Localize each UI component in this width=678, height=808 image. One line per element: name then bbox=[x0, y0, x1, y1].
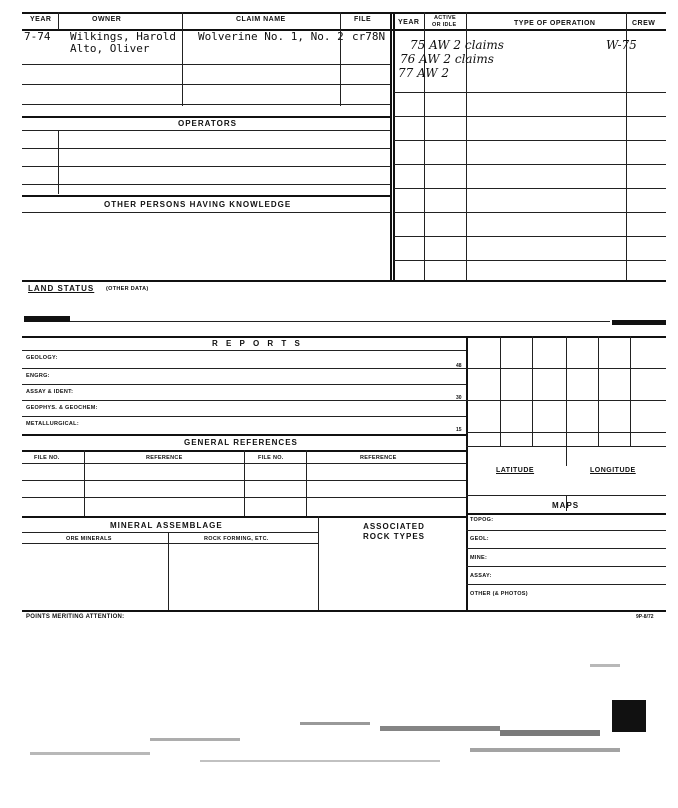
handwritten-line-2: 76 AW 2 claims bbox=[400, 52, 494, 66]
divider bbox=[244, 450, 245, 516]
scan-artifact-noise bbox=[200, 760, 440, 762]
main-divider bbox=[390, 12, 392, 280]
divider bbox=[182, 12, 183, 30]
report-row-geophys: GEOPHYS. & GEOCHEM: bbox=[26, 405, 98, 411]
rule bbox=[466, 368, 666, 369]
rule bbox=[22, 416, 466, 417]
rule bbox=[22, 350, 466, 351]
header-owner: OWNER bbox=[92, 16, 122, 23]
rule bbox=[466, 513, 666, 515]
divider bbox=[84, 450, 85, 516]
header-claim-name: CLAIM NAME bbox=[236, 16, 286, 23]
divider bbox=[532, 336, 533, 446]
divider bbox=[58, 130, 59, 194]
scan-artifact-noise bbox=[590, 664, 620, 667]
entry-file: cr78N bbox=[352, 30, 386, 43]
rule bbox=[22, 148, 390, 149]
divider bbox=[466, 336, 468, 610]
scan-artifact-noise bbox=[380, 726, 500, 731]
rule bbox=[22, 532, 318, 533]
entry-claim: Wolverine No. 1, No. 2 bbox=[198, 30, 344, 43]
maps-row-assay: ASSAY: bbox=[470, 573, 492, 579]
maps-row-topog: TOPOG: bbox=[470, 517, 494, 523]
rule bbox=[22, 543, 318, 544]
ink-blot bbox=[24, 316, 70, 322]
report-row-engrg: ENGRG: bbox=[26, 373, 50, 379]
scan-artifact-noise bbox=[30, 752, 150, 755]
rule bbox=[394, 116, 666, 117]
rule bbox=[22, 280, 666, 282]
divider bbox=[626, 12, 627, 280]
rule bbox=[22, 336, 666, 338]
scan-artifact-noise bbox=[470, 748, 620, 752]
rule bbox=[22, 116, 390, 118]
header-or-idle: OR IDLE bbox=[432, 22, 457, 28]
other-persons-title: OTHER PERSONS HAVING KNOWLEDGE bbox=[104, 200, 292, 209]
handwritten-crew: W-75 bbox=[606, 38, 637, 52]
rule bbox=[22, 166, 390, 167]
rule bbox=[22, 64, 390, 65]
rule bbox=[394, 188, 666, 189]
scan-artifact-block bbox=[612, 700, 646, 732]
latitude-label: LATITUDE bbox=[496, 467, 535, 474]
rule bbox=[22, 104, 390, 105]
header-year-2: YEAR bbox=[398, 19, 420, 26]
divider bbox=[500, 336, 501, 446]
rule bbox=[466, 446, 666, 447]
form-code: 9P-8/72 bbox=[636, 614, 654, 620]
grid-number-15: 15 bbox=[456, 427, 462, 433]
divider bbox=[630, 336, 631, 446]
mineral-col-ore: ORE MINERALS bbox=[66, 536, 112, 542]
divider bbox=[306, 450, 307, 516]
divider bbox=[340, 30, 341, 106]
header-file: FILE bbox=[354, 16, 372, 23]
report-row-metallurgical: METALLURGICAL: bbox=[26, 421, 79, 427]
rule bbox=[394, 140, 666, 141]
top-rule bbox=[22, 12, 666, 14]
land-status-title: LAND STATUS bbox=[28, 284, 95, 293]
ink-blot bbox=[612, 320, 666, 325]
divider bbox=[168, 532, 169, 610]
rule bbox=[466, 548, 666, 549]
rule bbox=[22, 434, 466, 436]
entry-owner-2: Alto, Oliver bbox=[70, 42, 150, 55]
maps-row-geol: GEOL: bbox=[470, 536, 489, 542]
rule bbox=[466, 400, 666, 401]
rule bbox=[466, 530, 666, 531]
general-references-title: GENERAL REFERENCES bbox=[184, 438, 298, 447]
rule bbox=[22, 610, 666, 612]
entry-owner-1: Wilkings, Harold bbox=[70, 30, 176, 43]
divider bbox=[598, 336, 599, 446]
maps-row-other: OTHER (& PHOTOS) bbox=[470, 591, 528, 597]
report-row-geology: GEOLOGY: bbox=[26, 355, 58, 361]
operators-title: OPERATORS bbox=[178, 119, 237, 128]
associated-rock-types-title: ASSOCIATED ROCK TYPES bbox=[362, 522, 425, 541]
rule bbox=[394, 164, 666, 165]
rule bbox=[22, 368, 466, 369]
rule bbox=[466, 432, 666, 433]
divider bbox=[58, 12, 59, 30]
ref-col-file-no: FILE NO. bbox=[34, 455, 60, 461]
rule bbox=[466, 566, 666, 567]
divider bbox=[182, 30, 183, 106]
entry-year: 7-74 bbox=[24, 30, 51, 43]
rule bbox=[22, 130, 390, 131]
scan-artifact-noise bbox=[300, 722, 370, 725]
mineral-col-rock-forming: ROCK FORMING, ETC. bbox=[204, 536, 269, 542]
divider bbox=[340, 12, 341, 30]
rule bbox=[394, 92, 666, 93]
header-crew: CREW bbox=[632, 20, 656, 27]
handwritten-line-1: 75 AW 2 claims bbox=[410, 38, 504, 52]
rule bbox=[22, 184, 390, 185]
longitude-label: LONGITUDE bbox=[590, 467, 636, 474]
rule bbox=[466, 584, 666, 585]
header-type-of-operation: TYPE OF OPERATION bbox=[514, 20, 596, 27]
ref-col-reference-2: REFERENCE bbox=[360, 455, 397, 461]
report-row-assay: ASSAY & IDENT: bbox=[26, 389, 74, 395]
mineral-assemblage-title: MINERAL ASSEMBLAGE bbox=[110, 521, 223, 530]
scan-artifact-noise bbox=[500, 730, 600, 736]
grid-number-48: 48 bbox=[456, 363, 462, 369]
divider bbox=[318, 516, 319, 610]
main-divider-2 bbox=[393, 12, 395, 280]
ref-col-reference: REFERENCE bbox=[146, 455, 183, 461]
grid-number-30: 30 bbox=[456, 395, 462, 401]
rule bbox=[22, 212, 390, 213]
ref-col-file-no-2: FILE NO. bbox=[258, 455, 284, 461]
header-active: ACTIVE bbox=[434, 15, 456, 21]
rule bbox=[22, 195, 390, 197]
rule bbox=[394, 236, 666, 237]
rule bbox=[22, 516, 466, 518]
maps-row-mine: MINE: bbox=[470, 555, 488, 561]
header-year: YEAR bbox=[30, 16, 52, 23]
land-status-note: (OTHER DATA) bbox=[106, 286, 149, 292]
rule bbox=[22, 400, 466, 401]
rule bbox=[70, 321, 610, 322]
scan-artifact-noise bbox=[150, 738, 240, 741]
rule bbox=[394, 212, 666, 213]
maps-title: MAPS bbox=[552, 501, 580, 510]
handwritten-line-3: 77 AW 2 bbox=[398, 66, 450, 80]
points-meriting-attention: POINTS MERITING ATTENTION: bbox=[26, 614, 125, 620]
rule bbox=[394, 260, 666, 261]
reports-title: R E P O R T S bbox=[212, 339, 303, 348]
rule bbox=[22, 84, 390, 85]
rule bbox=[22, 384, 466, 385]
